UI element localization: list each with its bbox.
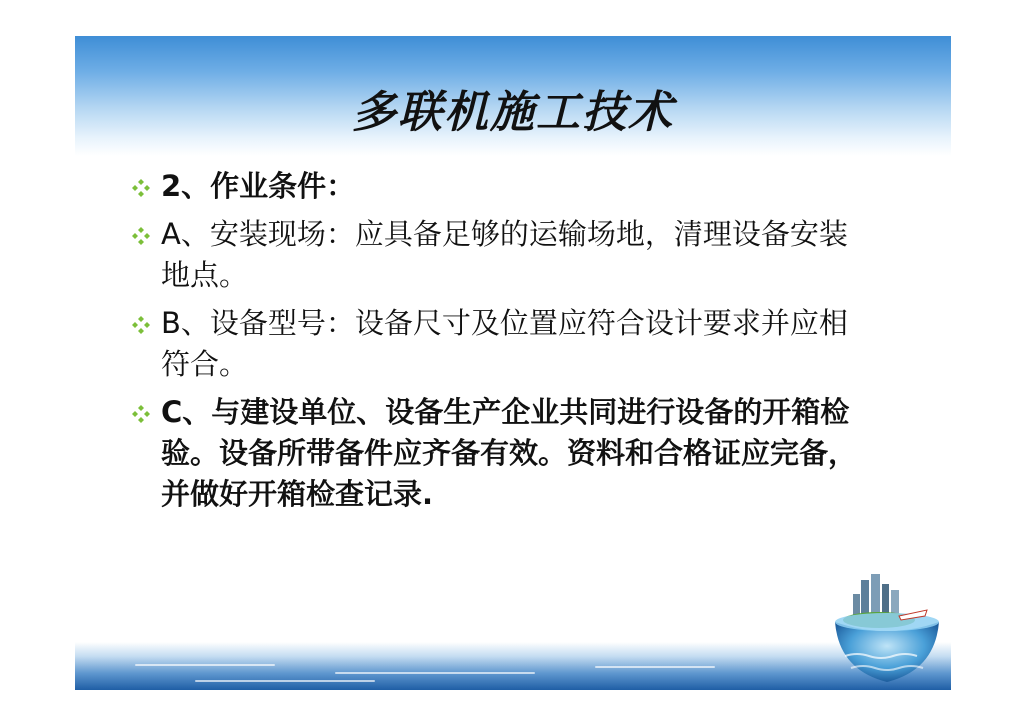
footer-streak bbox=[195, 680, 375, 682]
footer-streak bbox=[595, 666, 715, 668]
bullet-item bbox=[131, 214, 871, 296]
bullet-item bbox=[131, 166, 871, 207]
globe-city-icon bbox=[827, 570, 947, 690]
bullet-list bbox=[131, 166, 871, 522]
bullet-text: A、安装现场：应具备足够的运输场地，清理设备安装地点。 bbox=[161, 217, 848, 292]
bullet-text: C、与建设单位、设备生产企业共同进行设备的开箱检验。设备所带备件应齐备有效。资料和合格证应完备，并做好开箱检查记录. bbox=[161, 395, 858, 511]
bullet-item bbox=[131, 303, 871, 385]
green-diamond-cluster-icon bbox=[131, 178, 151, 198]
bullet-text: 2、作业条件： bbox=[161, 169, 356, 203]
green-diamond-cluster-icon bbox=[131, 226, 151, 246]
bullet-item bbox=[131, 392, 871, 515]
footer-gradient-band bbox=[75, 642, 951, 690]
green-diamond-cluster-icon bbox=[131, 315, 151, 335]
footer-streak bbox=[135, 664, 275, 666]
footer-streak bbox=[335, 672, 535, 674]
slide-title: 多联机施工技术 bbox=[352, 87, 674, 138]
bullet-text: B、设备型号：设备尺寸及位置应符合设计要求并应相符合。 bbox=[161, 306, 848, 381]
slide bbox=[75, 36, 951, 690]
green-diamond-cluster-icon bbox=[131, 404, 151, 424]
